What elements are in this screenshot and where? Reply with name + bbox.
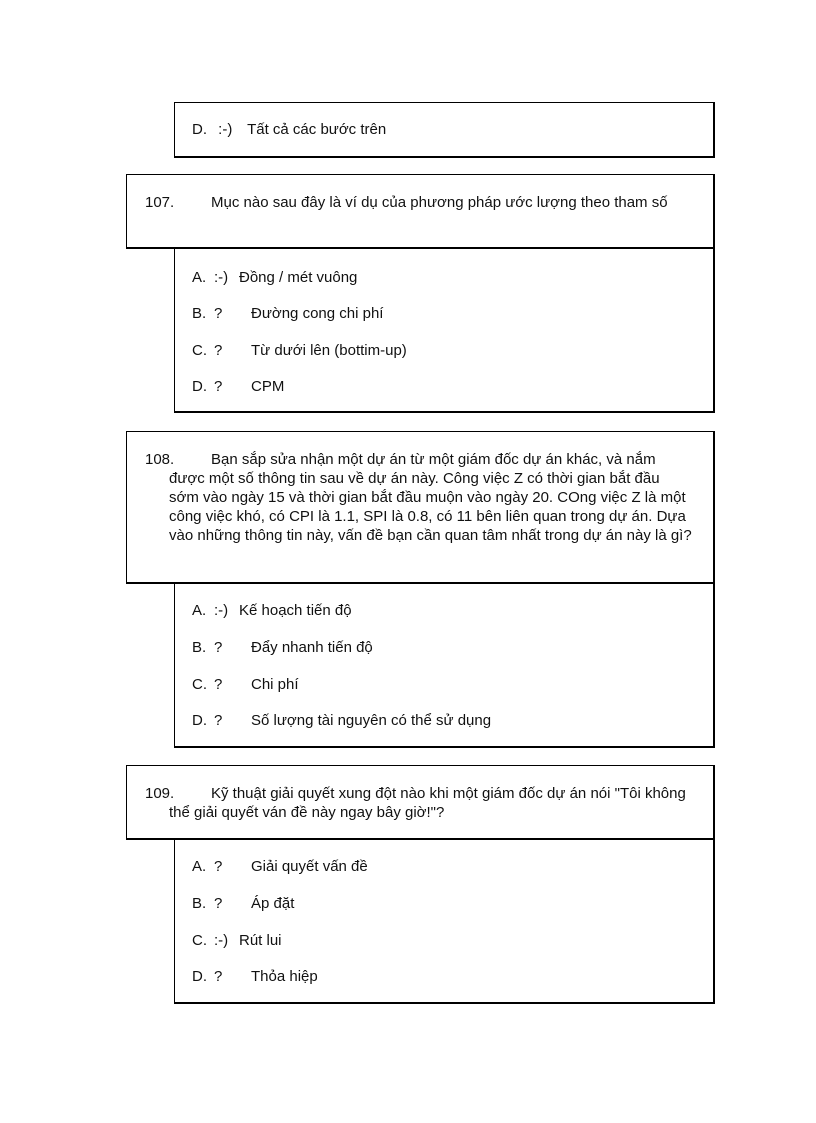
answer-letter: A. bbox=[192, 602, 207, 619]
answer-text: Thỏa hiệp bbox=[251, 968, 318, 985]
answer-letter: B. bbox=[192, 895, 207, 912]
answer-mark: ? bbox=[214, 378, 223, 395]
answer-mark: ? bbox=[214, 895, 223, 912]
answer-text: Chi phí bbox=[251, 676, 299, 693]
answer-mark: :-) bbox=[214, 269, 229, 286]
answer-letter: D. bbox=[192, 968, 207, 985]
answer-text: Đường cong chi phí bbox=[251, 305, 384, 322]
answer-mark: ? bbox=[214, 305, 223, 322]
answer-mark: ? bbox=[214, 342, 223, 359]
question-body: Kỹ thuật giải quyết xung đột nào khi một giám đốc dự án nói "Tôi không thể giải quyết ván đề này ngay bây giờ!"? bbox=[169, 785, 686, 821]
answer-mark: ? bbox=[214, 858, 223, 875]
question-number: 108. bbox=[145, 451, 175, 468]
question-number: 109. bbox=[145, 785, 175, 802]
question-box-109 bbox=[126, 765, 715, 840]
answer-option bbox=[192, 305, 383, 322]
answer-box-109 bbox=[174, 839, 715, 1004]
answer-letter: C. bbox=[192, 676, 207, 693]
answer-mark: ? bbox=[214, 676, 223, 693]
answer-letter: D. bbox=[192, 378, 207, 395]
question-box-107 bbox=[126, 174, 715, 249]
answer-letter: C. bbox=[192, 932, 207, 949]
question-body: Bạn sắp sửa nhận một dự án từ một giám đốc dự án khác, và nắm được một số thông tin sau về dự án này. Công việc Z có thời gian bắt đầu sớm vào ngày 15 và thời gian bắt đầu muộn vào ngày 20. COng việc Z là một công việc khó, có CPI là 1.1, SPI là 0.8, có 11 bên liên quan trong dự án. Dựa vào những thông tin này, vấn đề bạn cần quan tâm nhất trong dự án này là gì? bbox=[169, 451, 692, 544]
answer-letter: A. bbox=[192, 858, 207, 875]
answer-text: Kế hoạch tiến độ bbox=[239, 602, 352, 619]
answer-letter: A. bbox=[192, 269, 207, 286]
answer-text: Số lượng tài nguyên có thể sử dụng bbox=[251, 712, 492, 729]
answer-mark: :-) bbox=[218, 121, 233, 138]
answer-option bbox=[192, 932, 282, 949]
answer-letter: D. bbox=[192, 121, 207, 138]
answer-mark: :-) bbox=[214, 932, 229, 949]
answer-mark: ? bbox=[214, 712, 223, 729]
answer-text: Rút lui bbox=[239, 932, 282, 949]
answer-mark: ? bbox=[214, 968, 223, 985]
answer-text: Áp đặt bbox=[251, 895, 295, 912]
answer-option bbox=[192, 378, 284, 395]
answer-option bbox=[192, 342, 407, 359]
answer-mark: :-) bbox=[214, 602, 229, 619]
answer-text: Đồng / mét vuông bbox=[239, 269, 358, 286]
answer-letter: C. bbox=[192, 342, 207, 359]
answer-text: Giải quyết vấn đề bbox=[251, 858, 368, 875]
answer-option bbox=[192, 602, 352, 619]
answer-text: Từ dưới lên (bottim-up) bbox=[251, 342, 407, 359]
question-box-108 bbox=[126, 431, 715, 584]
answer-option bbox=[192, 639, 373, 656]
answer-letter: B. bbox=[192, 305, 207, 322]
answer-option bbox=[192, 676, 299, 693]
question-text bbox=[145, 784, 693, 822]
answer-option bbox=[192, 712, 491, 729]
answer-option bbox=[192, 269, 357, 286]
question-body: Mục nào sau đây là ví dụ của phương pháp ước lượng theo tham số bbox=[211, 194, 668, 211]
question-number: 107. bbox=[145, 194, 175, 211]
answer-letter: D. bbox=[192, 712, 207, 729]
question-text bbox=[145, 193, 693, 212]
answer-option bbox=[192, 968, 318, 985]
answer-option bbox=[192, 121, 386, 138]
answer-letter: B. bbox=[192, 639, 207, 656]
question-text bbox=[145, 450, 693, 545]
answer-text: Tất cả các bước trên bbox=[247, 121, 387, 138]
answer-text: CPM bbox=[251, 378, 285, 395]
answer-box-prev bbox=[174, 102, 715, 158]
answer-text: Đẩy nhanh tiến độ bbox=[251, 639, 373, 656]
answer-box-107 bbox=[174, 248, 715, 413]
answer-option bbox=[192, 895, 294, 912]
answer-box-108 bbox=[174, 583, 715, 748]
answer-mark: ? bbox=[214, 639, 223, 656]
answer-option bbox=[192, 858, 368, 875]
